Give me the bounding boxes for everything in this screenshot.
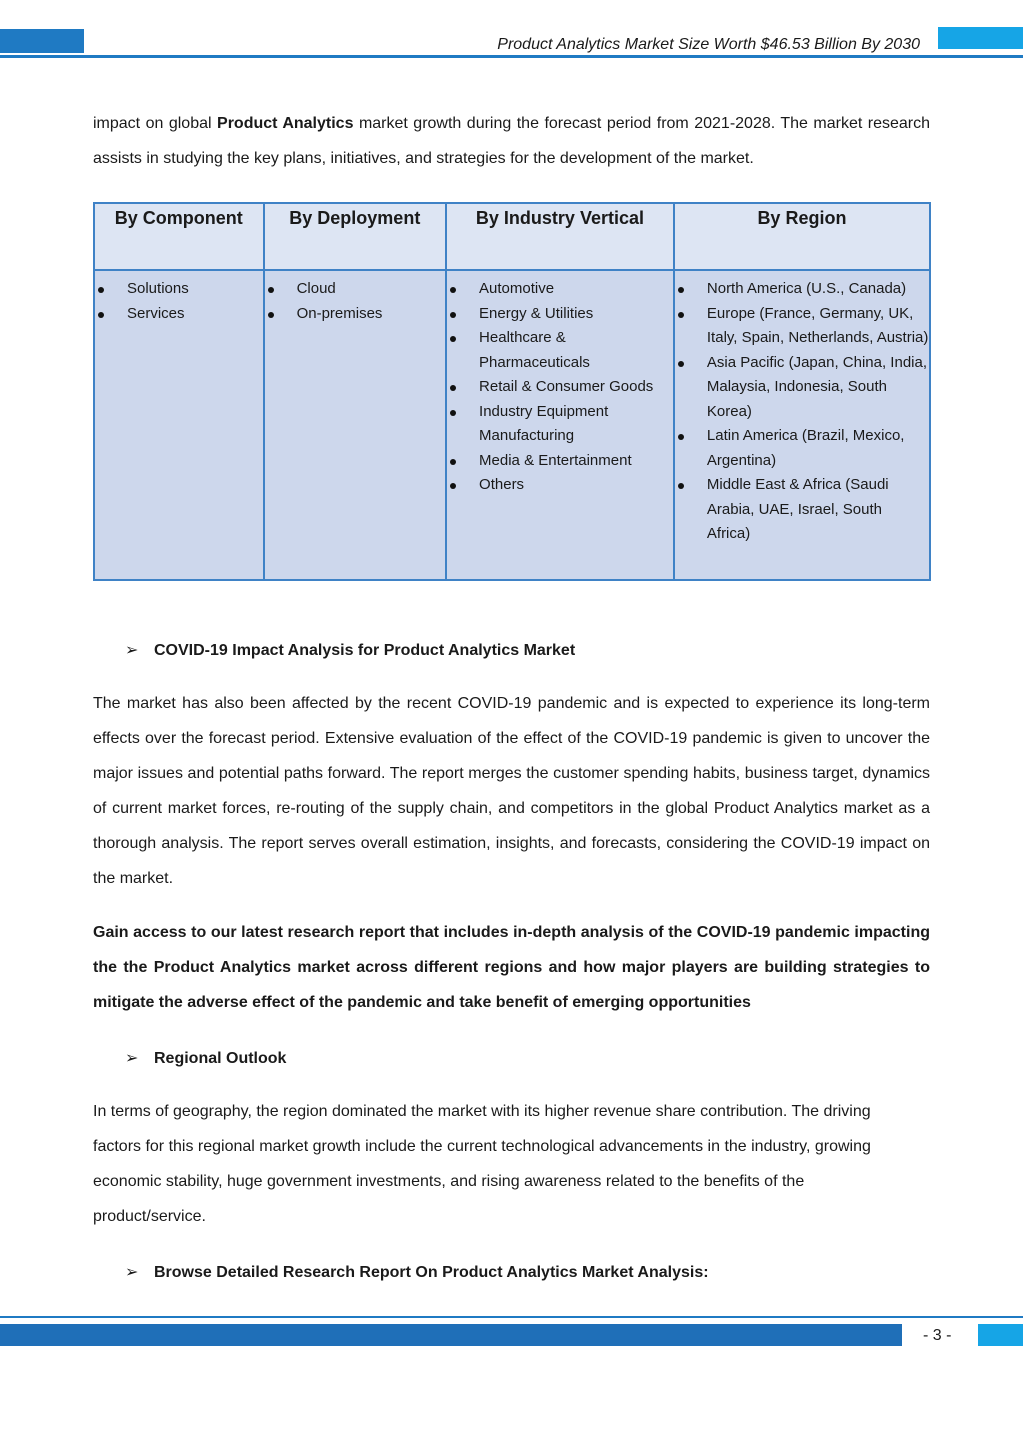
segmentation-header-row xyxy=(94,203,930,270)
covid-section-heading xyxy=(125,640,575,660)
segmentation-body-row xyxy=(94,270,930,580)
column-header-deployment: By Deployment xyxy=(264,203,446,270)
arrow-bullet-icon: ➢ xyxy=(125,1050,139,1067)
deployment-cell xyxy=(264,270,446,580)
regional-heading-text: Regional Outlook xyxy=(154,1050,287,1067)
list-item: Automotive xyxy=(447,277,673,302)
list-item: Services xyxy=(95,302,263,327)
footer-accent-right xyxy=(978,1324,1023,1346)
list-item: Energy & Utilities xyxy=(447,302,673,327)
list-item: Retail & Consumer Goods xyxy=(447,375,673,400)
list-item: On-premises xyxy=(265,302,445,327)
header-rule xyxy=(0,55,1023,58)
intro-text-start: impact on global xyxy=(93,115,218,132)
intro-paragraph xyxy=(93,106,930,176)
page-header-title: Product Analytics Market Size Worth $46.53 Billion By 2030 xyxy=(497,36,920,53)
column-header-component: By Component xyxy=(94,203,264,270)
list-item: Media & Entertainment xyxy=(447,449,673,474)
list-item: Solutions xyxy=(95,277,263,302)
footer-bar xyxy=(0,1324,902,1346)
regional-section-heading xyxy=(125,1048,286,1068)
list-item: Cloud xyxy=(265,277,445,302)
region-list xyxy=(675,277,929,547)
header-accent-right xyxy=(938,27,1023,49)
browse-heading-text: Browse Detailed Research Report On Product Analytics Market Analysis: xyxy=(154,1264,709,1281)
segmentation-table xyxy=(93,202,931,581)
covid-call-to-action: Gain access to our latest research report that includes in-depth analysis of the COVID-19 pandemic impacting the the Product Analytics market across different regions and how major players are building strategies to mitigate the adverse effect of the pandemic and take benefit of emerging opportunities xyxy=(93,924,930,1011)
intro-product-name: Product Analytics xyxy=(217,115,354,132)
list-item: North America (U.S., Canada) xyxy=(675,277,929,302)
component-list xyxy=(95,277,263,326)
browse-section-heading xyxy=(125,1262,709,1282)
arrow-bullet-icon: ➢ xyxy=(125,642,139,659)
list-item: Asia Pacific (Japan, China, India, Malaysia, Indonesia, South Korea) xyxy=(675,351,929,425)
column-header-region: By Region xyxy=(674,203,930,270)
industry-vertical-cell xyxy=(446,270,674,580)
deployment-list xyxy=(265,277,445,326)
industry-vertical-list xyxy=(447,277,673,498)
list-item: Healthcare & Pharmaceuticals xyxy=(447,326,673,375)
region-cell xyxy=(674,270,930,580)
footer-rule xyxy=(0,1316,1023,1318)
list-item: Industry Equipment Manufacturing xyxy=(447,400,673,449)
regional-paragraph: In terms of geography, the region dominated the market with its higher revenue share contribution. The driving factors for this regional market growth include the current technological advancements in the industry, growing economic stability, huge government investments, and rising awareness related to the benefits of the product/service. xyxy=(93,1103,871,1225)
list-item: Middle East & Africa (Saudi Arabia, UAE, Israel, South Africa) xyxy=(675,473,929,547)
covid-paragraph: The market has also been affected by the recent COVID-19 pandemic and is expected to experience its long-term effects over the forecast period. Extensive evaluation of the effect of the COVID-19 pandemic is given to uncover the major issues and potential paths forward. The report merges the customer spending habits, business target, dynamics of current market forces, re-routing of the supply chain, and competitors in the global Product Analytics market as a thorough analysis. The report serves overall estimation, insights, and forecasts, considering the COVID-19 impact on the market. xyxy=(93,695,930,887)
intro-text-end: market growth during the forecast period from 2021-2028. The market research assists in studying the key plans, initiatives, and strategies for the development of the market. xyxy=(93,115,930,167)
list-item: Latin America (Brazil, Mexico, Argentina) xyxy=(675,424,929,473)
covid-heading-text: COVID-19 Impact Analysis for Product Analytics Market xyxy=(154,642,576,659)
column-header-industry-vertical: By Industry Vertical xyxy=(446,203,674,270)
component-cell xyxy=(94,270,264,580)
arrow-bullet-icon: ➢ xyxy=(125,1264,139,1281)
list-item: Others xyxy=(447,473,673,498)
header-accent-left xyxy=(0,29,84,53)
page-number: - 3 - xyxy=(923,1327,952,1344)
list-item: Europe (France, Germany, UK, Italy, Spain, Netherlands, Austria) xyxy=(675,302,929,351)
